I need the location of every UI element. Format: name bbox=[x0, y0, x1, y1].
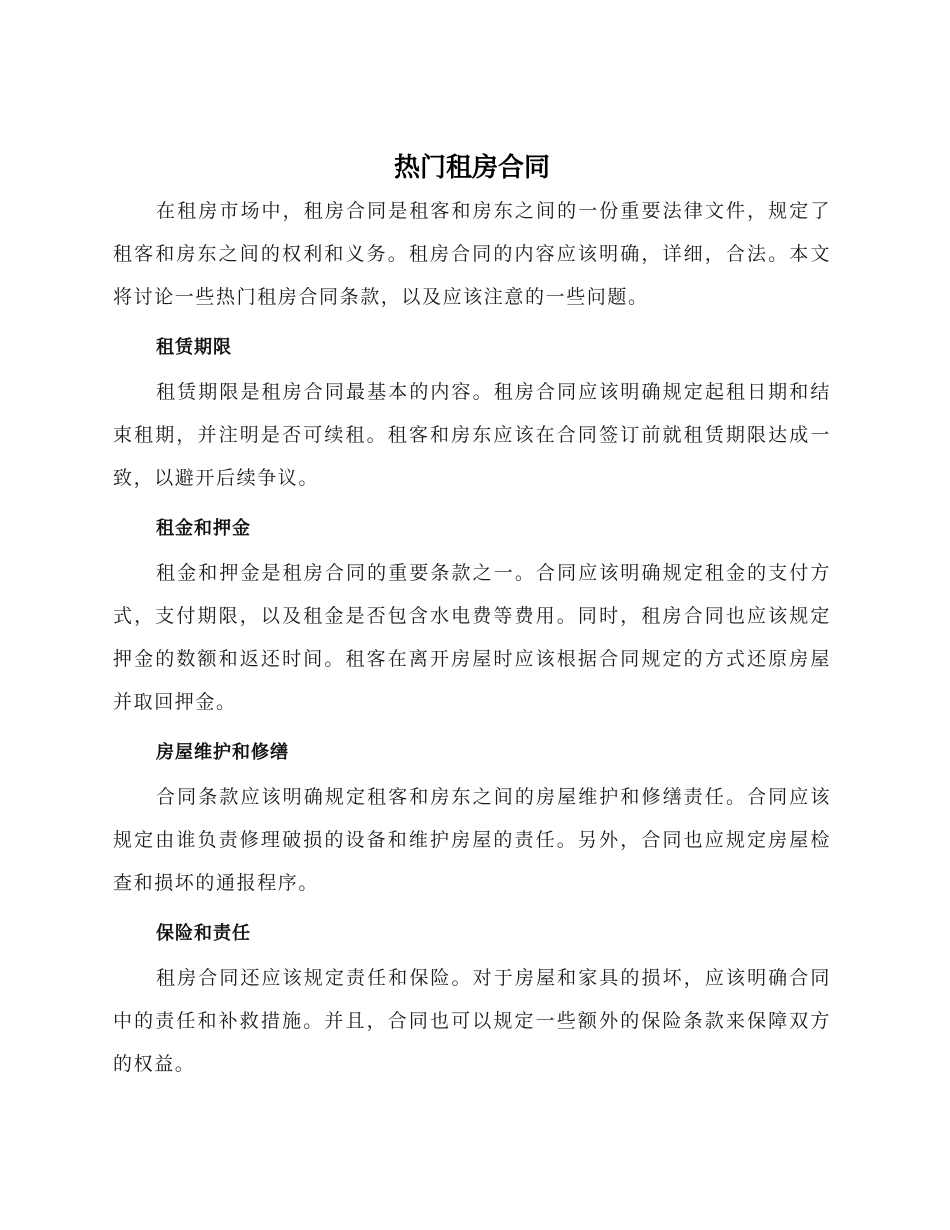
intro-paragraph: 在租房市场中，租房合同是租客和房东之间的一份重要法律文件，规定了租客和房东之间的权利和义务。租房合同的内容应该明确，详细，合法。本文将讨论一些热门租房合同条款，以及应该注意的一些问题。 bbox=[113, 200, 831, 308]
document-title: 热门租房合同 bbox=[393, 153, 550, 183]
section-paragraph: 租赁期限是租房合同最基本的内容。租房合同应该明确规定起租日期和结束租期，并注明是否可续租。租客和房东应该在合同签订前就租赁期限达成一致，以避开后续争议。 bbox=[113, 381, 831, 489]
section-rent-deposit bbox=[113, 515, 831, 724]
section-heading: 租金和押金 bbox=[156, 518, 251, 539]
section-paragraph: 合同条款应该明确规定租客和房东之间的房屋维护和修缮责任。合同应该规定由谁负责修理破损的设备和维护房屋的责任。另外，合同也应规定房屋检查和损坏的通报程序。 bbox=[113, 786, 831, 894]
section-maintenance bbox=[113, 739, 831, 905]
section-lease-term bbox=[113, 334, 831, 500]
section-heading: 保险和责任 bbox=[156, 923, 251, 944]
section-paragraph: 租金和押金是租房合同的重要条款之一。合同应该明确规定租金的支付方式，支付期限，以及租金是否包含水电费等费用。同时，租房合同也应该规定押金的数额和返还时间。租客在离开房屋时应该根据合同规定的方式还原房屋并取回押金。 bbox=[113, 562, 831, 713]
section-paragraph: 租房合同还应该规定责任和保险。对于房屋和家具的损坏，应该明确合同中的责任和补救措施。并且，合同也可以规定一些额外的保险条款来保障双方的权益。 bbox=[113, 967, 831, 1075]
section-heading: 租赁期限 bbox=[156, 337, 232, 358]
section-heading: 房屋维护和修缮 bbox=[156, 742, 289, 763]
document-body bbox=[113, 146, 831, 1086]
section-insurance bbox=[113, 920, 831, 1086]
